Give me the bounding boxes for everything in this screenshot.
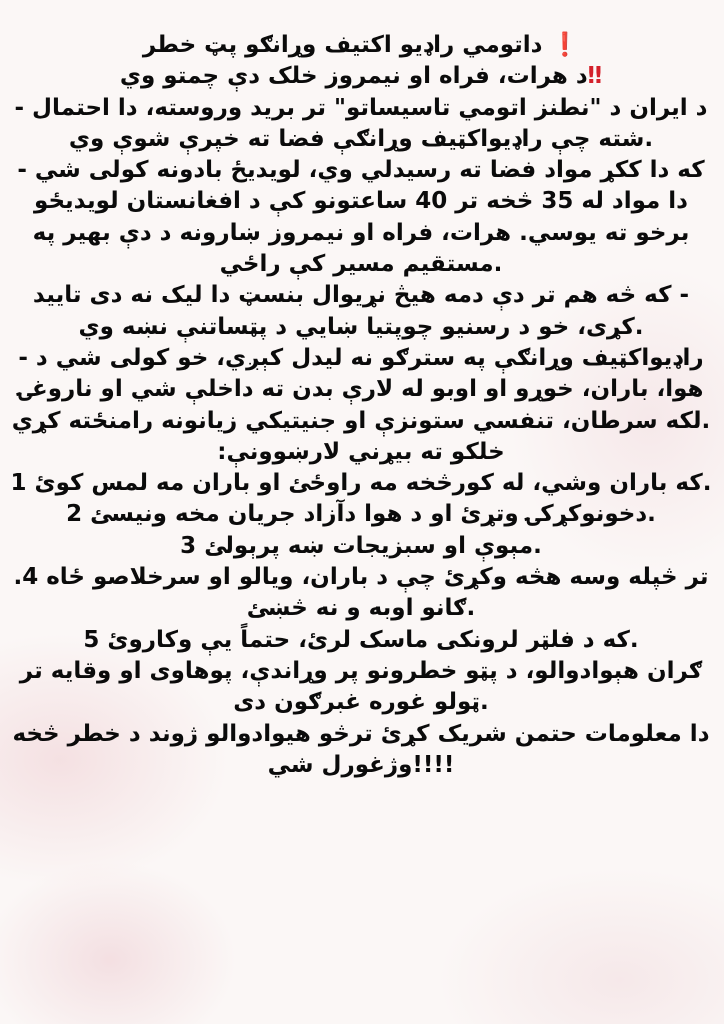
list-item: .که د فلټر لرونکی ماسک لرئ، حتماً يې وکاروئ 5 [83,626,639,653]
subheadline-text: د هرات، فراه او نيمروز خلک دې چمتو وي [119,63,588,90]
list-item: .مېوې او سبزيجات ښه پرېولئ 3 [180,532,542,559]
paragraph-line: .کړی، خو د رسنيو چوپتيا ښايي د پټساتنې نښه وي [78,313,644,340]
subheadline [8,61,714,92]
closing-line: ګران هېوادوالو، د پټو خطرونو پر وړاندې، پوهاوی او وقايه تر [19,657,703,684]
paragraph-line: راډيواکټيف وړانګې په سترګو نه ليدل کېږي، خو کولی شي د - [18,344,704,371]
paragraph-line: برخو ته يوسي. هرات، فراه او نيمروز ښارونه د دې بهير په [32,219,690,246]
closing-line: .ټولو غوره غبرګون دی [233,689,489,716]
paragraph-line: - که څه هم تر دې دمه هيڅ نړيوال بنسټ دا ليک نه دی تاييد [32,282,690,309]
exclamation-icon: ❗ [550,32,580,58]
list-item: تر څپله وسه هڅه وکړئ چې د باران، ويالو او سرخلاصو ځاه 4. [13,564,709,591]
section-heading: خلکو ته بيړني لارښوونې: [217,438,505,465]
paragraph-line: هوا، باران، خوړو او اوبو له لارې بدن ته داخلې شي او ناروغۍ [18,376,704,403]
paragraph-line: د ايران د "نطنز اتومي تاسيساتو" تر بريد وروسته، دا احتمال - [14,94,708,121]
paragraph-line: .شته چې راډيواکټيف وړانګې فضا ته خپرې شوې وي [68,125,654,152]
closing-line: دا معلومات حتمن شريک کړئ ترڅو هيوادوالو ژوند د خطر څخه [12,720,710,747]
paragraph-line: دا مواد له 35 څخه تر 40 ساعتونو کې د افغانستان لويديځو [34,188,688,215]
list-item: .ګانو اوبه و نه څښئ [246,595,476,622]
closing-line: !!!!وژغورل شي [267,751,455,778]
paragraph-line: .مستقيم مسير کې راځي [219,251,503,278]
paragraph-line: .لکه سرطان، تنفسي ستونزې او جنيتيکي زيانونه رامنځته کړي [11,407,711,434]
list-item: .دخونوکړکۍ وتړئ او د هوا دآزاد جريان مخه ونيسئ 2 [66,501,656,528]
double-exclamation-icon: ‼ [587,63,603,90]
article-text [8,30,714,781]
headline-text: داتومي راډيو اکتيف وړانګو پټ خطر [142,32,543,58]
paragraph-line: که دا ککړ مواد فضا ته رسيدلي وي، لويديځ بادونه کولی شي - [17,157,705,184]
headline [8,30,714,61]
list-item: .که باران وشي، له کورڅخه مه راوځئ او باران مه لمس کوئ 1 [10,470,712,497]
